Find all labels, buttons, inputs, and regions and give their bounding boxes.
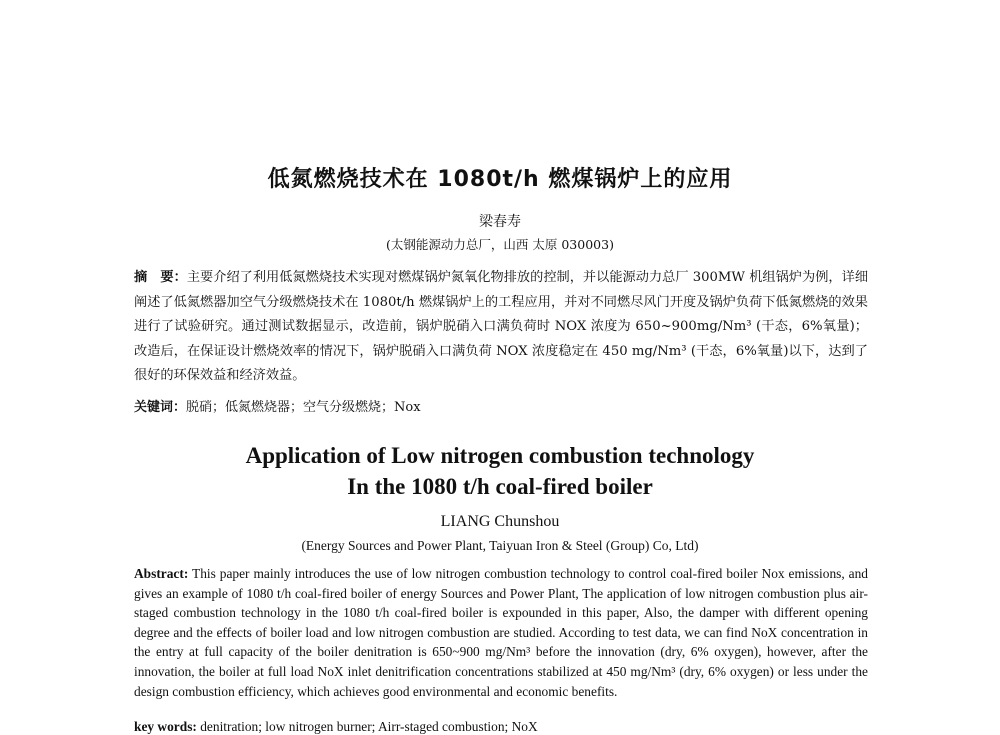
english-abstract-text: This paper mainly introduces the use of low nitrogen combustion technology to control coal-fired boiler Nox emissions, and gives an example of 1080 t/h coal-fired boiler of energy Sources and Power Plant, The application of low nitrogen combustion plus air-staged combustion technology in the 1080 t/h coal-fired boiler is expounded in this paper, Also, the damper with different opening degree and the effects of boiler load and low nitrogen combustion are studied. According to test data, we can find NoX concentration in the entry at full capacity of the boiler denitration is 650~900 mg/Nm³ before the innovation (dry, 6% oxygen), however, after the innovation, the boiler at full load NoX inlet denitrification concentrations stabilized at 450 mg/Nm³ (dry, 6% oxygen) or less under the design combustion efficiency, which achieves good environmental and economic benefits.	[134, 566, 868, 699]
english-affiliation: (Energy Sources and Power Plant, Taiyuan Iron & Steel (Group) Co, Ltd)	[301, 538, 699, 553]
chinese-affiliation: (太钢能源动力总厂，山西 太原 030003)	[386, 237, 614, 252]
chinese-keywords	[134, 396, 868, 415]
english-title-line-2: In the 1080 t/h coal-fired boiler	[347, 474, 653, 499]
chinese-abstract	[134, 266, 868, 389]
english-keywords-text: denitration; low nitrogen burner; Airr-staged combustion; NoX	[200, 719, 538, 734]
english-keywords-label: key words:	[134, 719, 197, 734]
english-keywords	[134, 719, 868, 735]
chinese-keywords-label: 关键词：	[134, 400, 187, 415]
chinese-author: 梁春寿	[479, 214, 521, 230]
chinese-abstract-label: 摘 要：	[134, 270, 187, 285]
english-title-line-1: Application of Low nitrogen combustion technology	[245, 443, 755, 468]
chinese-title: 低氮燃烧技术在 1080t/h 燃煤锅炉上的应用	[267, 167, 733, 192]
english-abstract-label: Abstract:	[134, 566, 189, 581]
english-abstract	[134, 564, 868, 701]
english-author: LIANG Chunshou	[440, 513, 560, 530]
chinese-keywords-text: 脱硝；低氮燃烧器；空气分级燃烧；Nox	[186, 400, 421, 415]
english-title	[0, 440, 1000, 502]
chinese-abstract-text: 主要介绍了利用低氮燃烧技术实现对燃煤锅炉氮氧化物排放的控制，并以能源动力总厂 300MW 机组锅炉为例，详细阐述了低氮燃器加空气分级燃烧技术在 1080t/h 燃煤锅炉上的工程应用，并对不同燃尽风门开度及锅炉负荷下低氮燃烧的效果进行了试验研究。通过测试数据显示，改造前，锅炉脱硝入口满负荷时 NOX 浓度为 650~900mg/Nm³ (干态，6%氧量)；改造后，在保证设计燃烧效率的情况下，锅炉脱硝入口满负荷 NOX 浓度稳定在 450 mg/Nm³ (干态，6%氧量)以下，达到了很好的环保效益和经济效益。	[134, 270, 869, 383]
